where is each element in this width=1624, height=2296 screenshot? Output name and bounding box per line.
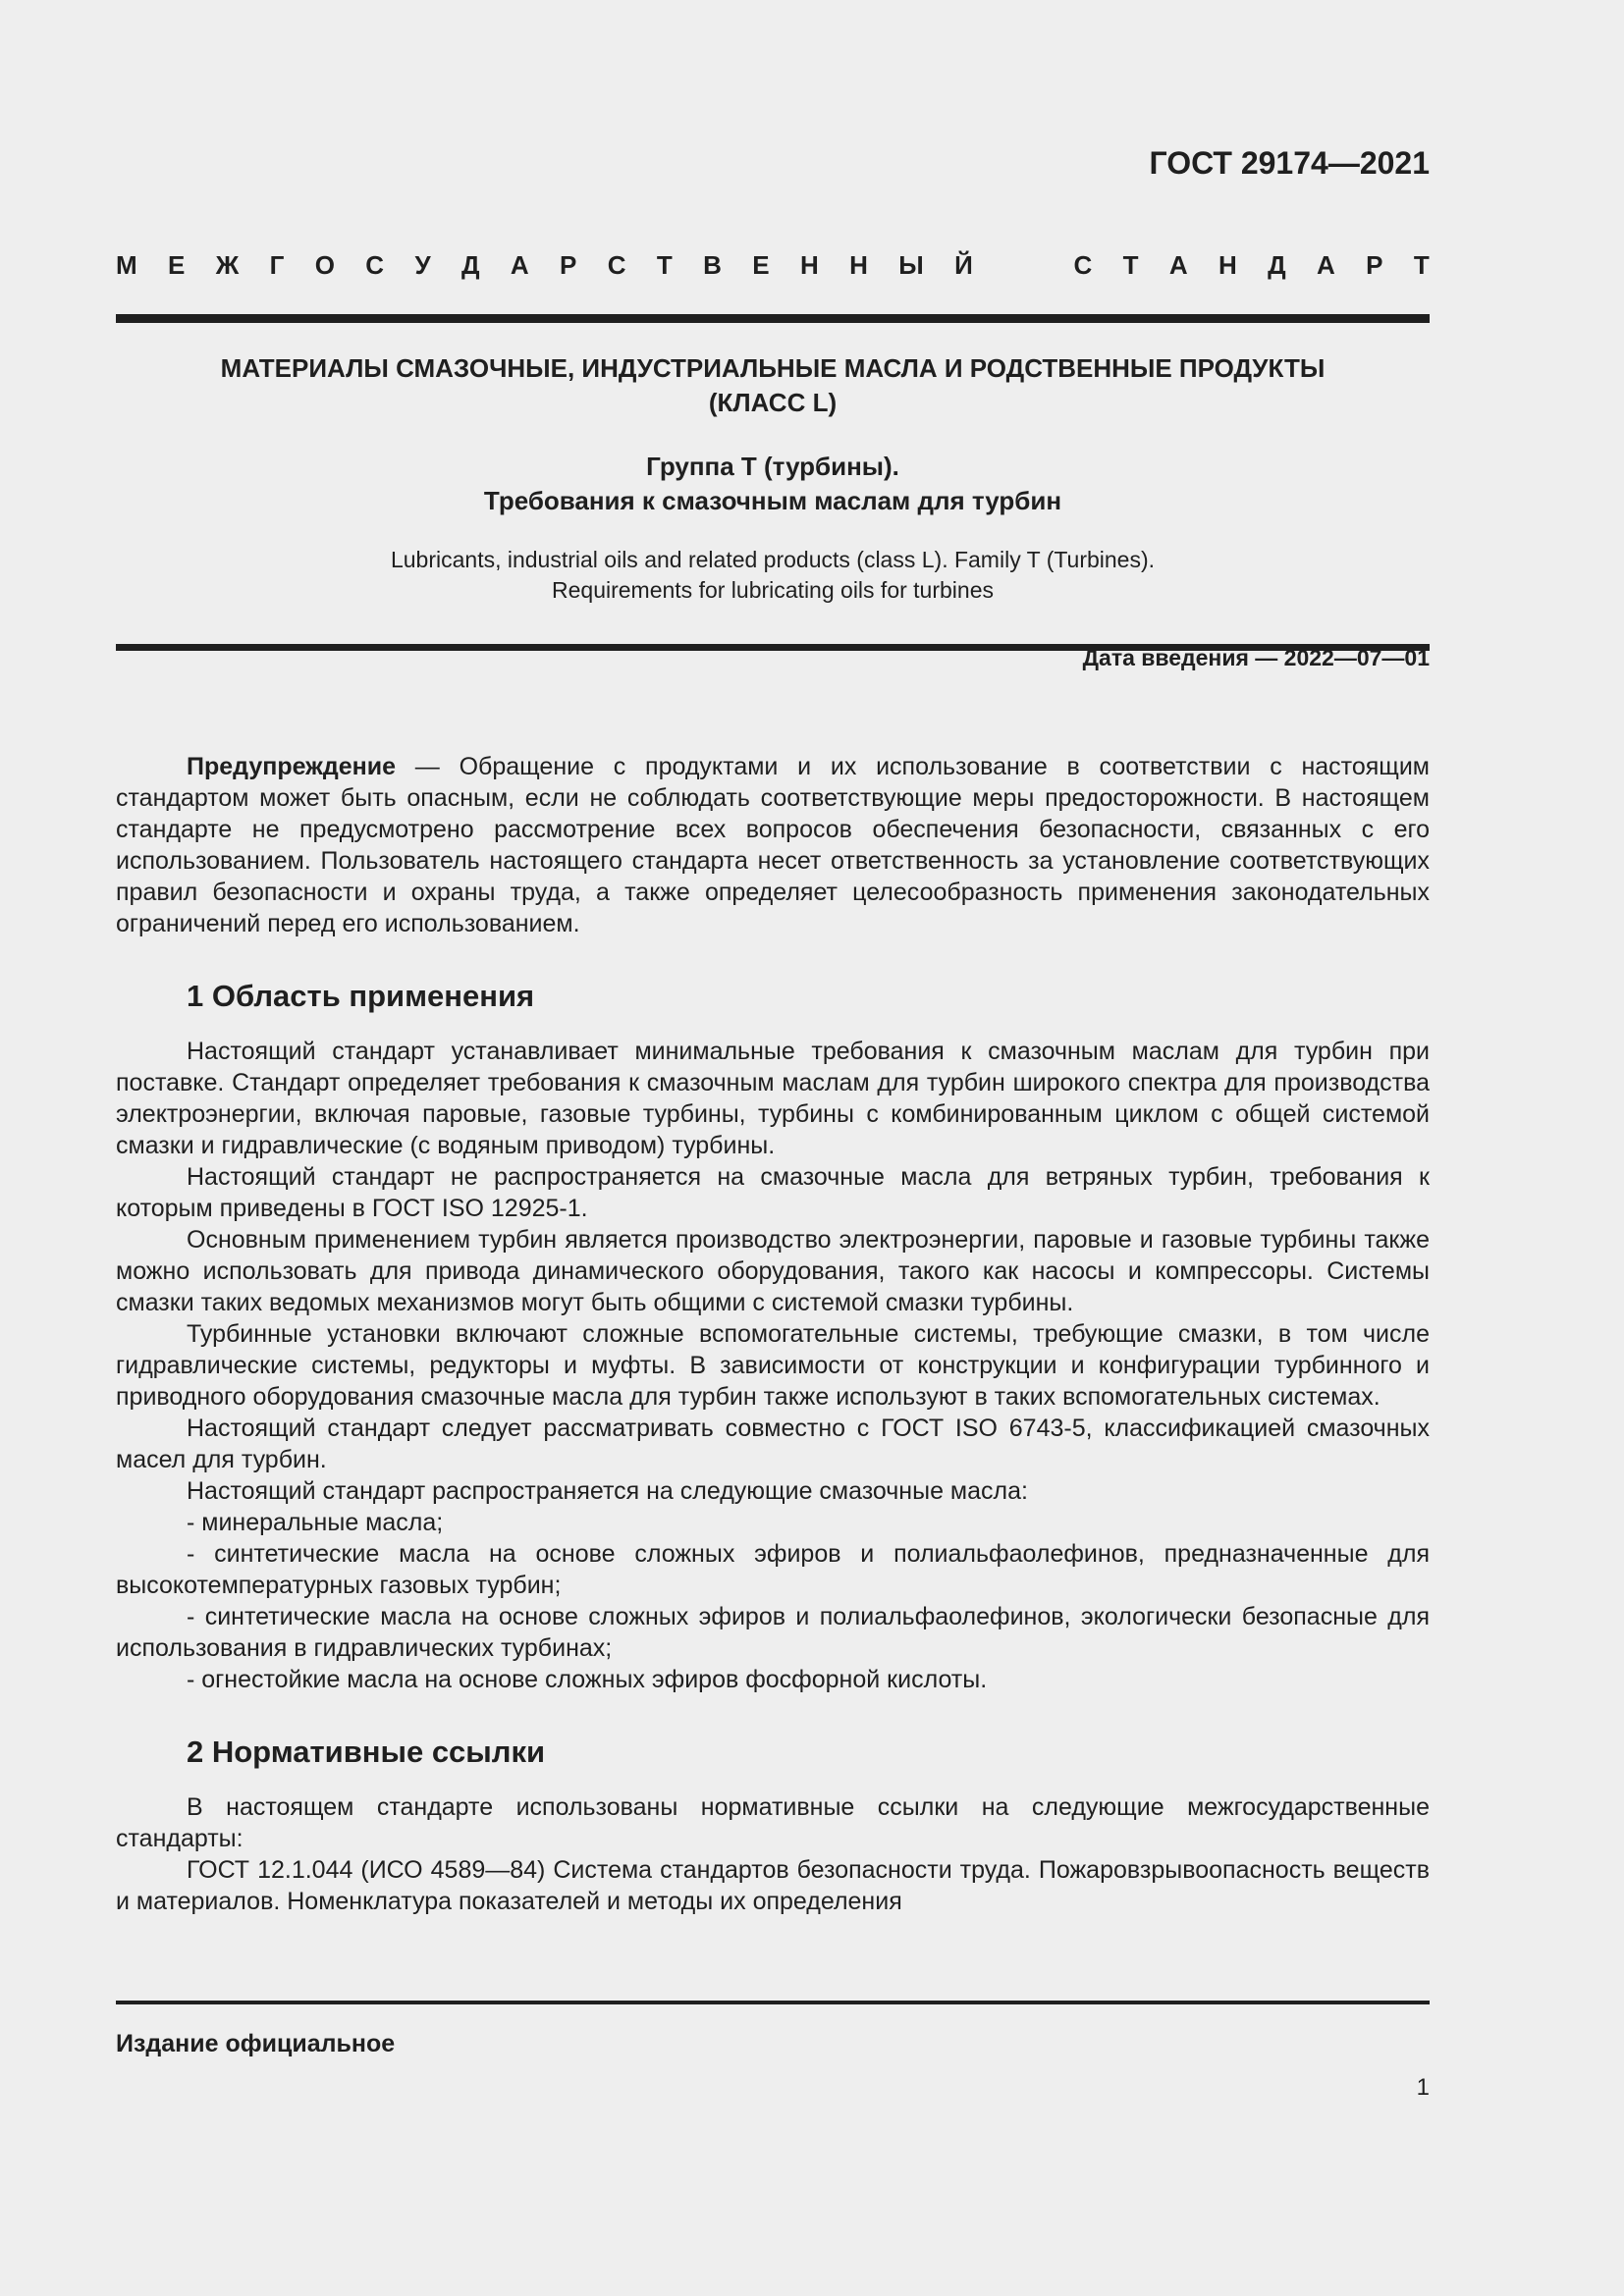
title-english: [116, 545, 1430, 606]
interstate-letter: Д: [460, 250, 480, 280]
interstate-letter: Т: [1413, 250, 1430, 280]
interstate-letter: Т: [656, 250, 673, 280]
body-paragraph: - синтетические масла на основе сложных эфиров и полиальфаолефинов, предназначенные для высокотемпературных газовых турбин;: [116, 1540, 1430, 1599]
footer-divider: [116, 2001, 1430, 2004]
body-paragraph: - минеральные масла;: [187, 1509, 444, 1536]
section2-paragraphs: [116, 1791, 1430, 1917]
section2-heading: 2 Нормативные ссылки: [187, 1735, 546, 1769]
subtitle-line2: Требования к смазочным маслам для турбин: [483, 486, 1062, 515]
title-russian-line2: (КЛАСС L): [708, 388, 838, 417]
top-divider: [116, 314, 1430, 323]
interstate-word-gap: [1003, 250, 1043, 281]
warning-paragraph: [116, 751, 1430, 939]
interstate-letter: С: [607, 250, 626, 280]
official-edition-label: Издание официальное: [116, 2030, 396, 2057]
interstate-letter: А: [1168, 250, 1188, 280]
document-page: [116, 0, 1430, 2296]
interstate-letter: Ы: [898, 250, 924, 280]
body-paragraph: Настоящий стандарт распространяется на следующие смазочные масла:: [187, 1477, 1028, 1505]
interstate-letter: Т: [1122, 250, 1139, 280]
document-code: ГОСТ 29174—2021: [1149, 145, 1430, 181]
body-paragraph: Настоящий стандарт следует рассматривать совместно с ГОСТ ISO 6743-5, классификацией смазочных масел для турбин.: [116, 1415, 1430, 1473]
title-subtitle: [116, 450, 1430, 518]
interstate-letter: А: [1317, 250, 1335, 280]
body-paragraph: Турбинные установки включают сложные вспомогательные системы, требующие смазки, в том числе гидравлические системы, редукторы и муфты. В зависимости от конструкции и конфигурации турбинного и приводного оборудования смазочные масла для турбин также используют в таких вспомогательных системах.: [116, 1320, 1430, 1411]
interstate-letter: С: [1073, 250, 1093, 280]
warning-text: — Обращение с продуктами и их использование в соответствии с настоящим стандартом может быть опасным, если не соблюдать соответствующие меры предосторожности. В настоящем стандарте не предусмотрено рассмотрение всех вопросов обеспечения безопасности, связанных с его использованием. Пользователь настоящего стандарта несет ответственность за установление соответствующих правил безопасности и охраны труда, а также определяет целесообразность применения законодательных ограничений перед его использованием.: [116, 753, 1430, 937]
title-english-line2: Requirements for lubricating oils for turbines: [552, 577, 994, 603]
interstate-letter: Н: [799, 250, 819, 280]
warning-label: Предупреждение: [187, 753, 397, 780]
document-body: [116, 751, 1430, 1917]
body-paragraph: - огнестойкие масла на основе сложных эфиров фосфорной кислоты.: [187, 1666, 988, 1693]
interstate-letter: У: [414, 250, 431, 280]
interstate-letter: Г: [269, 250, 285, 280]
interstate-letter: Р: [1366, 250, 1383, 280]
interstate-letter: Е: [752, 250, 770, 280]
body-paragraph: Настоящий стандарт устанавливает минимальные требования к смазочным маслам для турбин при поставке. Стандарт определяет требования к смазочным маслам для турбин широкого спектра для производства электроэнергии, включая паровые, газовые турбины, турбины с комбинированным циклом с общей системой смазки и гидравлические (с водяным приводом) турбины.: [116, 1038, 1430, 1159]
section1-heading: 1 Область применения: [187, 979, 535, 1013]
title-russian-line1: МАТЕРИАЛЫ СМАЗОЧНЫЕ, ИНДУСТРИАЛЬНЫЕ МАСЛА И РОДСТВЕННЫЕ ПРОДУКТЫ: [220, 353, 1326, 383]
section1-paragraphs: [116, 1036, 1430, 1695]
body-paragraph: В настоящем стандарте использованы нормативные ссылки на следующие межгосударственные стандарты:: [116, 1793, 1430, 1852]
interstate-letter: Й: [954, 250, 973, 280]
interstate-letter: А: [510, 250, 529, 280]
title-english-line1: Lubricants, industrial oils and related products (class L). Family T (Turbines).: [390, 547, 1156, 572]
interstate-letter: Н: [849, 250, 868, 280]
body-paragraph: - синтетические масла на основе сложных эфиров и полиальфаолефинов, экологически безопасные для использования в гидравлических турбинах;: [116, 1603, 1430, 1662]
introduction-date: Дата введения — 2022—07—01: [1082, 645, 1430, 670]
interstate-letter: Ж: [215, 250, 240, 280]
interstate-letter: М: [116, 250, 137, 280]
subtitle-line1: Группа Т (турбины).: [646, 452, 899, 481]
interstate-letter: О: [314, 250, 335, 280]
interstate-letter: Р: [560, 250, 577, 280]
body-paragraph: Основным применением турбин является производство электроэнергии, паровые и газовые турбины также можно использовать для привода динамического оборудования, такого как насосы и компрессоры. Системы смазки таких ведомых механизмов могут быть общими с системой смазки турбины.: [116, 1226, 1430, 1316]
interstate-letter: Н: [1218, 250, 1237, 280]
title-russian: [116, 351, 1430, 420]
interstate-letter: Д: [1268, 250, 1286, 280]
interstate-standard-heading: [116, 250, 1430, 281]
interstate-letter: Е: [168, 250, 186, 280]
interstate-letter: В: [703, 250, 722, 280]
body-paragraph: Настоящий стандарт не распространяется на смазочные масла для ветряных турбин, требования к которым приведены в ГОСТ ISO 12925-1.: [116, 1163, 1430, 1222]
body-paragraph: ГОСТ 12.1.044 (ИСО 4589—84) Система стандартов безопасности труда. Пожаровзрывоопасность веществ и материалов. Номенклатура показателей и методы их определения: [116, 1856, 1430, 1915]
page-number: 1: [1416, 2074, 1430, 2101]
interstate-letter: С: [365, 250, 385, 280]
